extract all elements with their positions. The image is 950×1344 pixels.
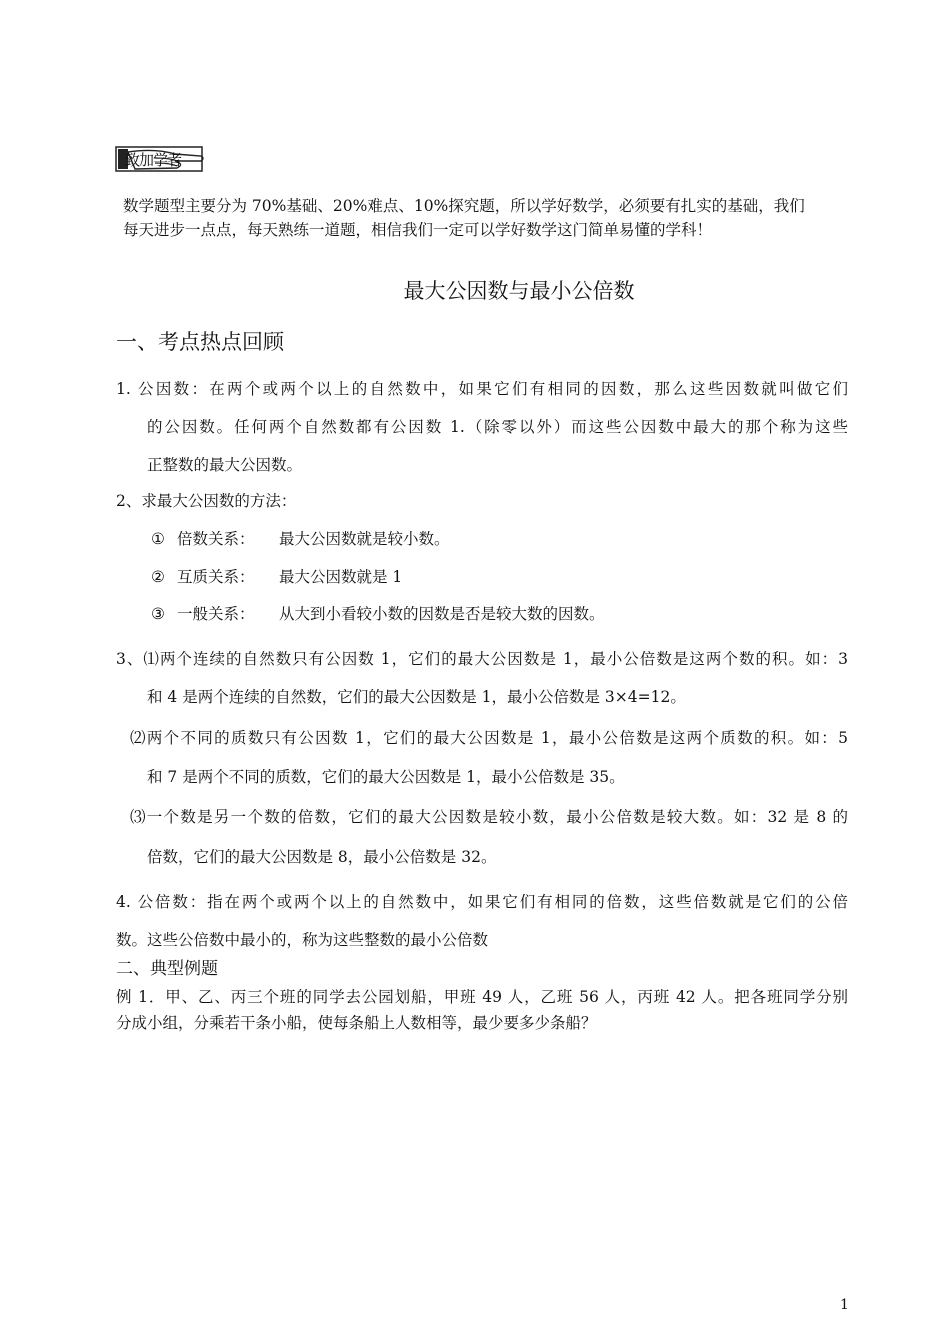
example-1-line-2: 分成小组，分乘若干条小船，使每条船上人数相等，最少要多少条船？ (116, 1014, 597, 1032)
item-1-line-2: 的公因数。任何两个自然数都有公因数 1.（除零以外）而这些公因数中最大的那个称为这些 (147, 418, 848, 436)
method-2-mark: ② (151, 568, 165, 586)
item-1-line-3: 正整数的最大公因数。 (147, 456, 303, 474)
item-1-line-1: 1. 公因数：在两个或两个以上的自然数中，如果它们有相同的因数，那么这些因数就叫做它们 (116, 380, 848, 398)
item-3c-line-2: 倍数，它们的最大公因数是 8，最小公倍数是 32。 (147, 848, 497, 866)
header-badge (115, 146, 207, 174)
item-3a-line-1: 3、⑴两个连续的自然数只有公因数 1，它们的最大公因数是 1，最小公倍数是这两个数的积。如：3 (116, 650, 848, 668)
example-1-line-1: 例 1．甲、乙、丙三个班的同学去公园划船，甲班 49 人，乙班 56 人，丙班 42 人。把各班同学分别 (116, 988, 848, 1006)
method-3-name: 一般关系： (177, 605, 255, 623)
page-number: 1 (840, 1297, 849, 1313)
method-1-mark: ① (151, 530, 165, 548)
method-2-name: 互质关系： (177, 568, 255, 586)
method-1-desc: 最大公因数就是较小数。 (279, 530, 450, 548)
item-2-heading: 2、求最大公因数的方法： (116, 492, 297, 510)
item-3b-line-1: ⑵两个不同的质数只有公因数 1，它们的最大公因数是 1，最小公倍数是这两个质数的积。如：5 (130, 729, 848, 747)
item-3a-line-2: 和 4 是两个连续的自然数，它们的最大公因数是 1，最小公倍数是 3×4=12。 (147, 688, 686, 706)
item-3c-line-1: ⑶一个数是另一个数的倍数，它们的最大公因数是较小数，最小公倍数是较大数。如：32 是 8 的 (130, 808, 848, 826)
intro-line-1: 数学题型主要分为 70%基础、20%难点、10%探究题，所以学好数学，必须要有扎实的基础，我们 (123, 197, 805, 215)
section-1-heading: 一、考点热点回顾 (116, 330, 284, 354)
intro-line-2: 每天进步一点点，每天熟练一道题，相信我们一定可以学好数学这门简单易懂的学科！ (123, 221, 713, 239)
page-title: 最大公因数与最小公倍数 (403, 279, 635, 303)
method-2-desc: 最大公因数就是 1 (279, 568, 403, 586)
item-4-line-1: 4. 公倍数：指在两个或两个以上的自然数中，如果它们有相同的倍数，这些倍数就是它们的公倍 (116, 893, 848, 911)
badge-label: 致加学者 (125, 151, 182, 169)
method-3-desc: 从大到小看较小数的因数是否是较大数的因数。 (279, 605, 605, 623)
item-4-line-2: 数。这些公倍数中最小的，称为这些整数的最小公倍数 (116, 931, 489, 949)
section-2-heading: 二、典型例题 (116, 959, 218, 979)
item-3b-line-2: 和 7 是两个不同的质数，它们的最大公因数是 1，最小公倍数是 35。 (147, 768, 625, 786)
method-3-mark: ③ (151, 605, 165, 623)
method-1-name: 倍数关系： (177, 530, 255, 548)
